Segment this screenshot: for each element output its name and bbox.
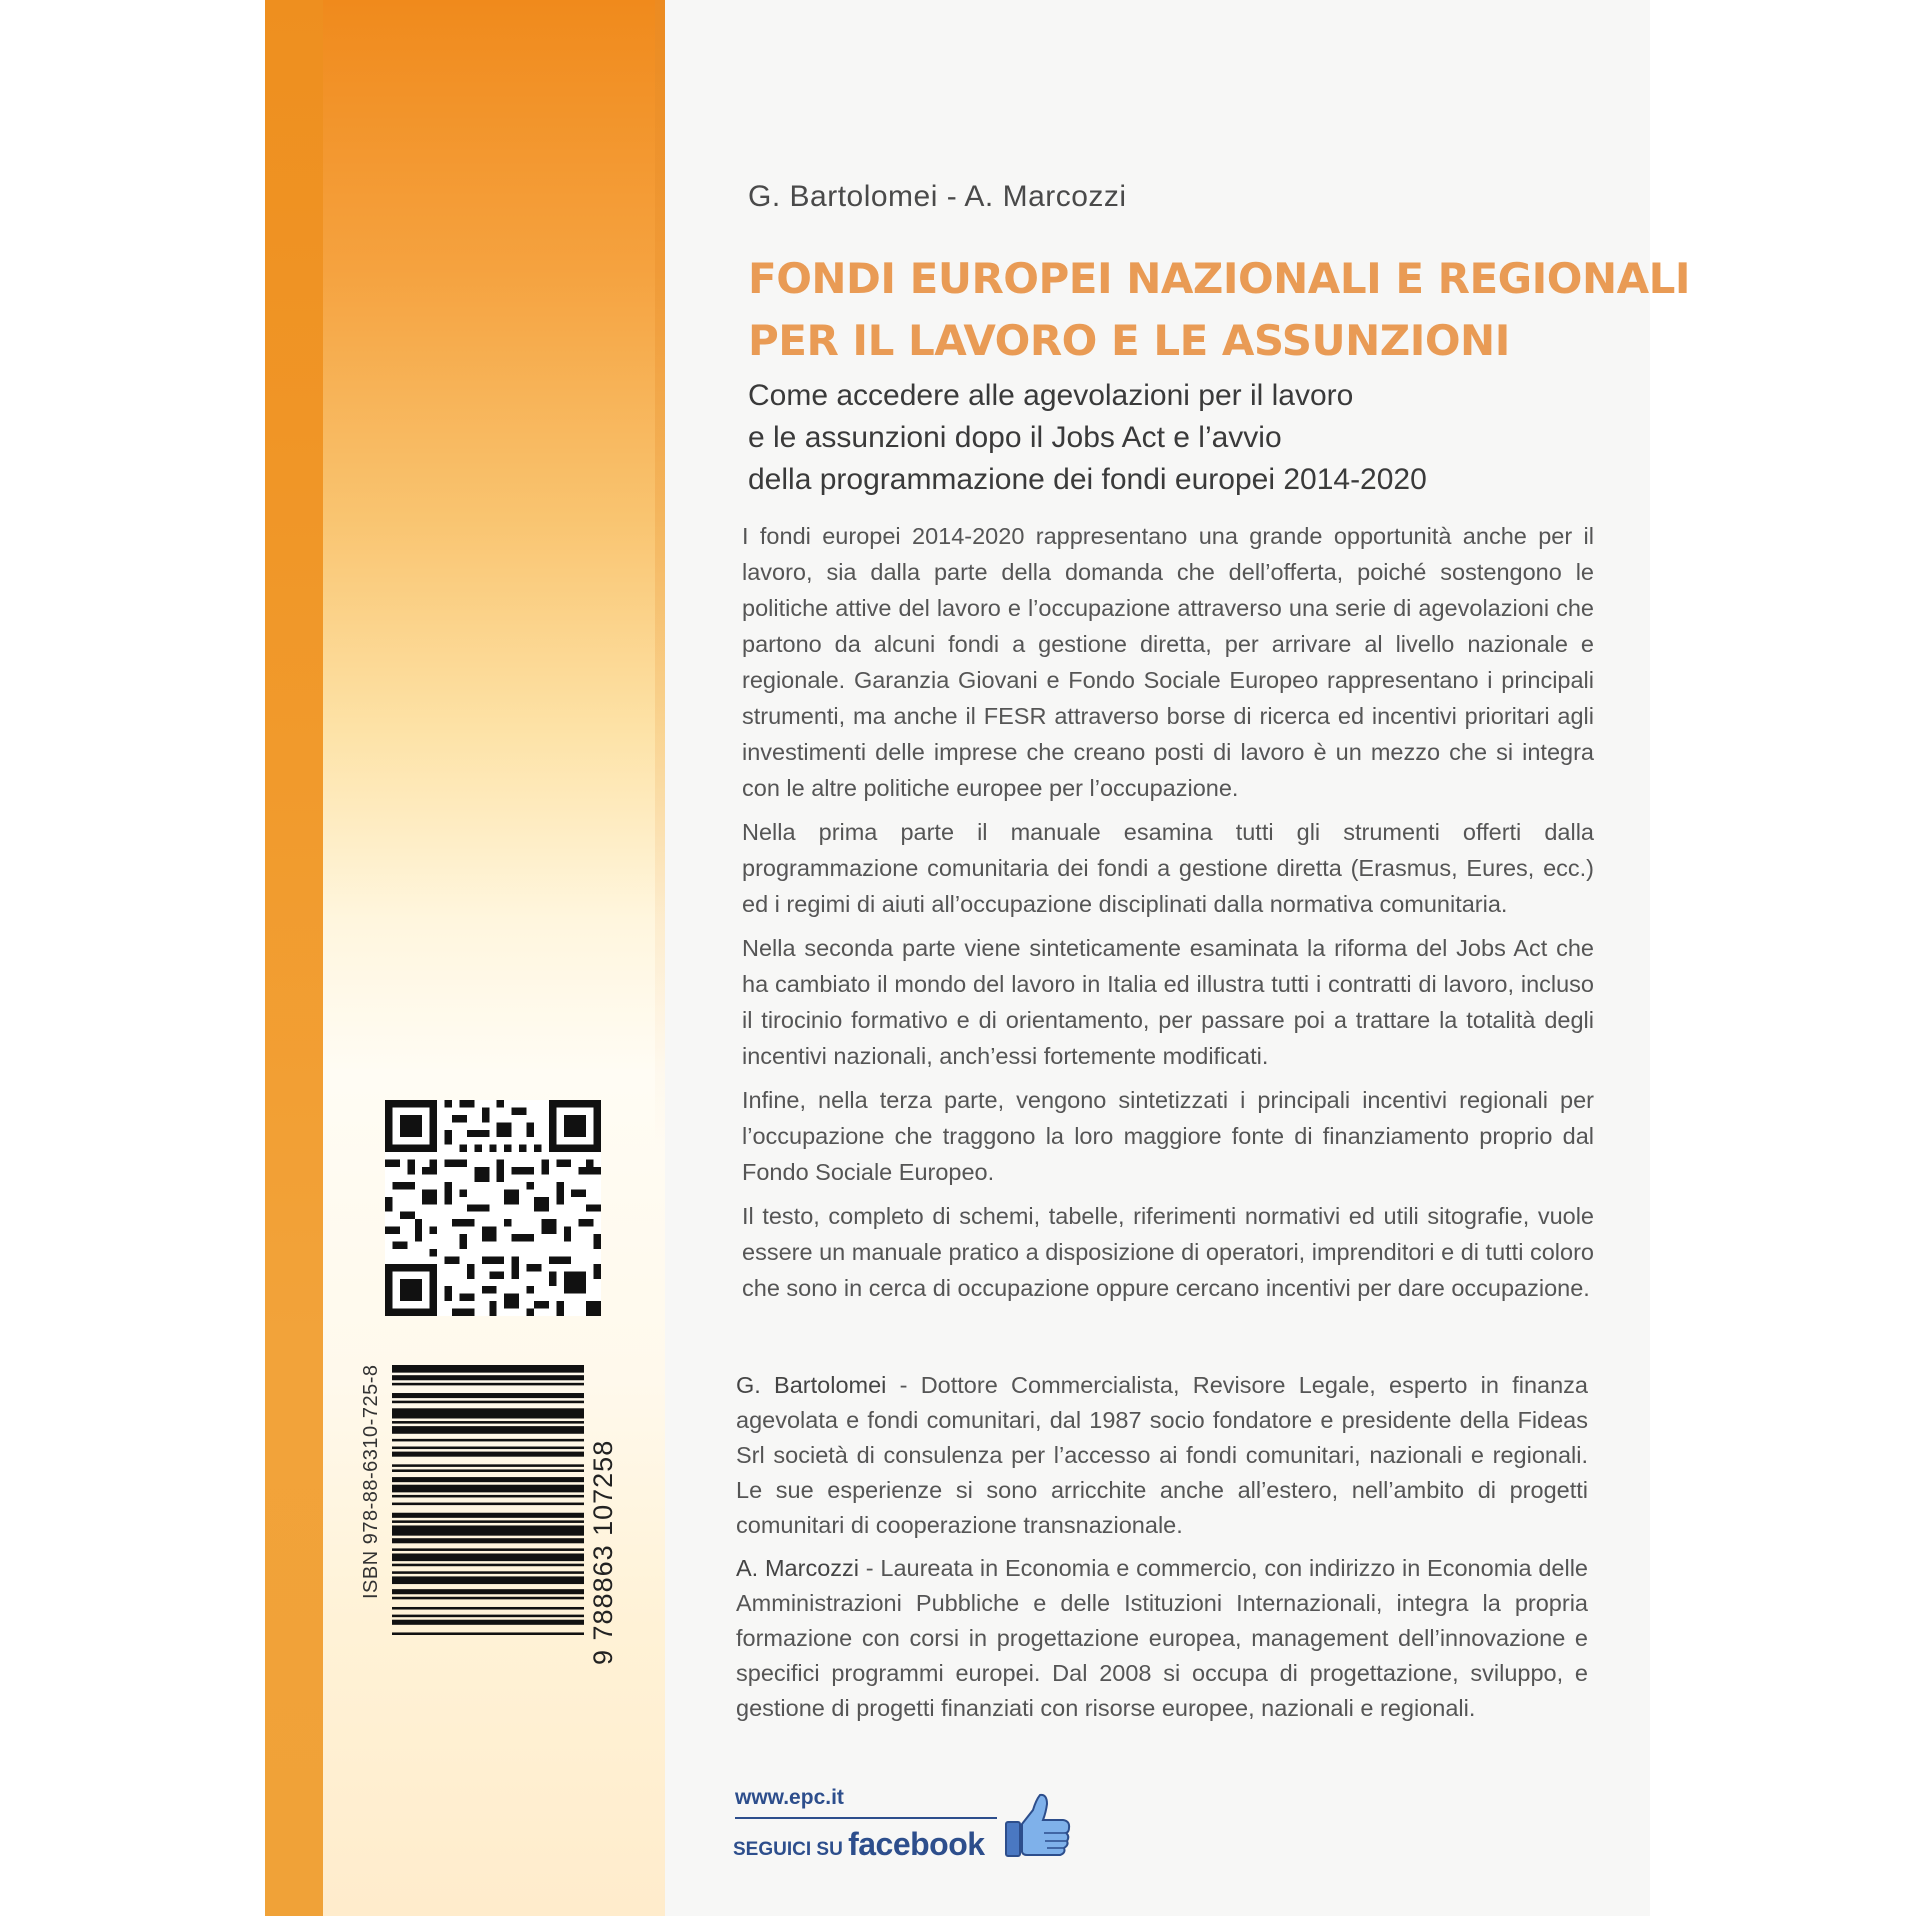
title-line-1: FONDI EUROPEI NAZIONALI E REGIONALI [748,254,1691,303]
bio-bartolomei [736,1368,1588,1543]
qr-code[interactable] [385,1100,601,1316]
description-paragraph: I fondi europei 2014-2020 rappresentano una grande opportunità anche per il lavoro, sia dalla parte della domanda che dell’offerta, poiché sostengono le politiche attive del lavoro e l’occupazione attraverso una serie di agevolazioni che partono da alcuni fondi a gestione diretta, per arrivare al livello nazionale e regionale. Garanzia Giovani e Fondo Sociale Europeo rappresentano i principali strumenti, ma anche il FESR attraverso borse di ricerca ed incentivi prioritari agli investimenti delle imprese che creano posti di lavoro è un mezzo che si integra con le altre politiche europee per l’occupazione. [742,523,1594,801]
description-body [742,518,1594,1314]
subtitle-line-2: e le assunzioni dopo il Jobs Act e l’avvio [748,421,1282,454]
description-paragraph: Il testo, completo di schemi, tabelle, riferimenti normativi ed utili sitografie, vuole essere un manuale pratico a disposizione di operatori, imprenditori e di tutti coloro che sono in cerca di occupazione oppure cercano incentivi per dare occupazione. [742,1203,1594,1301]
book-subtitle [748,375,1427,501]
authors-line: G. Bartolomei - A. Marcozzi [748,180,1127,213]
author-bios [736,1368,1588,1734]
book-title [748,248,1691,372]
bio-name: A. Marcozzi [736,1555,859,1581]
facebook-wordmark: facebook [848,1826,985,1862]
barcode-digits: 9 788863 107258 [588,1439,618,1665]
description-paragraph: Nella prima parte il manuale esamina tutti gli strumenti offerti dalla programmazione comunitaria dei fondi a gestione diretta (Erasmus, Eures, ecc.) ed i regimi di aiuti all’occupazione disciplinati dalla normativa comunitaria. [742,819,1594,917]
description-paragraph: Nella seconda parte viene sinteticamente esaminata la riforma del Jobs Act che ha cambiato il mondo del lavoro in Italia ed illustra tutti i contratti di lavoro, incluso il tirocinio formativo e di orientamento, per passare poi a trattare la totalità degli incentivi nazionali, anch’essi fortemente modificati. [742,935,1594,1069]
thumbs-up-icon[interactable] [1003,1792,1073,1862]
bio-text: - Laureata in Economia e commercio, con indirizzo in Economia delle Amministrazioni Pubbliche e delle Istituzioni Internazionali, integra la propria formazione con corsi in progettazione europea, management dell’innovazione e specifici programmi europei. Dal 2008 si occupa di progettazione, sviluppo, e gestione di progetti finanziati con risorse europee, nazionali e regionali. [736,1555,1588,1721]
subtitle-line-3: della programmazione dei fondi europei 2014-2020 [748,463,1427,496]
subtitle-line-1: Come accedere alle agevolazioni per il lavoro [748,379,1354,412]
bio-text: - Dottore Commercialista, Revisore Legale, esperto in finanza agevolata e fondi comunitari, dal 1987 socio fondatore e presidente della Fideas Srl società di consulenza per l’accesso ai fondi comunitari, nazionali e regionali. Le sue esperienze si sono arricchite anche all’estero, nell’ambito di progetti comunitari di cooperazione transnazionale. [736,1372,1588,1538]
bio-name: G. Bartolomei [736,1372,887,1398]
orange-band-dark [265,0,323,1916]
footer-divider [735,1817,997,1819]
isbn-label: ISBN 978-88-6310-725-8 [360,1365,382,1600]
title-line-2: PER IL LAVORO E LE ASSUNZIONI [748,316,1510,365]
description-paragraph: Infine, nella terza parte, vengono sintetizzati i principali incentivi regionali per l’occupazione che traggono la loro maggiore fonte di finanziamento proprio dal Fondo Sociale Europeo. [742,1087,1594,1185]
website-link[interactable]: www.epc.it [735,1786,844,1809]
facebook-follow-link[interactable] [733,1826,985,1863]
isbn-barcode [392,1365,584,1635]
follow-prefix: SEGUICI SU [733,1839,849,1860]
bio-marcozzi [736,1551,1588,1726]
